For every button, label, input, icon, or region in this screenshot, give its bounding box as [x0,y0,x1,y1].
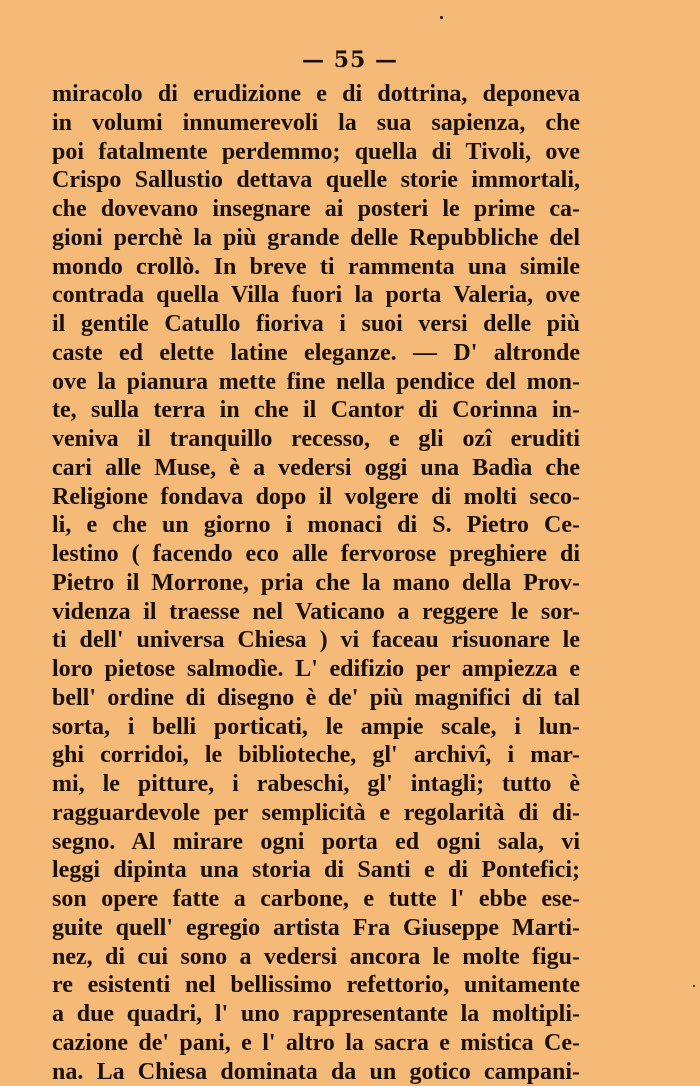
text-line: contrada quella Villa fuori la porta Valeria, ove [52,281,580,310]
text-line: bell' ordine di disegno è de' più magnifici di tal [52,684,580,713]
text-line: loro pietose salmodìe. L' edifizio per ampiezza e [52,655,580,684]
ink-speck [693,985,695,987]
text-line: cazione de' pani, e l' altro la sacra e mistica Ce- [52,1029,580,1058]
ink-speck [440,16,443,19]
text-line: in volumi innumerevoli la sua sapienza, che [52,109,580,138]
text-line: na. La Chiesa dominata da un gotico campani- [52,1058,580,1086]
text-line: Pietro il Morrone, pria che la mano della Prov- [52,569,580,598]
text-line: guite quell' egregio artista Fra Giuseppe Marti- [52,914,580,943]
text-line: re esistenti nel bellissimo refettorio, unitamente [52,971,580,1000]
text-line: ti dell' universa Chiesa ) vi faceau risuonare le [52,626,580,655]
text-line: son opere fatte a carbone, e tutte l' ebbe ese- [52,885,580,914]
text-line: te, sulla terra in che il Cantor di Corinna in- [52,396,580,425]
text-line: sorta, i belli porticati, le ampie scale, i lun- [52,713,580,742]
text-line: Religione fondava dopo il volgere di molti seco- [52,483,580,512]
text-line: cari alle Muse, è a vedersi oggi una Badìa che [52,454,580,483]
page-number: — 55 — [0,47,700,73]
text-line: che dovevano insegnare ai posteri le prime ca- [52,195,580,224]
text-line: leggi dipinta una storia di Santi e di Pontefici; [52,856,580,885]
text-line: a due quadri, l' uno rappresentante la moltipli- [52,1000,580,1029]
text-line: gioni perchè la più grande delle Repubbliche del [52,224,580,253]
text-line: ragguardevole per semplicità e regolarità di di- [52,799,580,828]
text-line: mondo crollò. In breve ti rammenta una simile [52,253,580,282]
text-line: Crispo Sallustio dettava quelle storie immortali, [52,166,580,195]
text-line: mi, le pitture, i rabeschi, gl' intagli; tutto è [52,770,580,799]
text-line: lestino ( facendo eco alle fervorose preghiere di [52,540,580,569]
text-line: nez, di cui sono a vedersi ancora le molte figu- [52,943,580,972]
text-line: caste ed elette latine eleganze. — D' altronde [52,339,580,368]
text-line: li, e che un giorno i monaci di S. Pietro Ce- [52,511,580,540]
text-line: videnza il traesse nel Vaticano a reggere le sor- [52,598,580,627]
text-line: veniva il tranquillo recesso, e gli ozî eruditi [52,425,580,454]
text-line: ove la pianura mette fine nella pendice del mon- [52,368,580,397]
text-line: ghi corridoi, le biblioteche, gl' archivî, i mar- [52,741,580,770]
text-line: miracolo di erudizione e di dottrina, deponeva [52,80,580,109]
text-line: segno. Al mirare ogni porta ed ogni sala, vi [52,828,580,857]
text-line: il gentile Catullo fioriva i suoi versi delle più [52,310,580,339]
body-text [52,80,580,1086]
text-line: poi fatalmente perdemmo; quella di Tivoli, ove [52,138,580,167]
